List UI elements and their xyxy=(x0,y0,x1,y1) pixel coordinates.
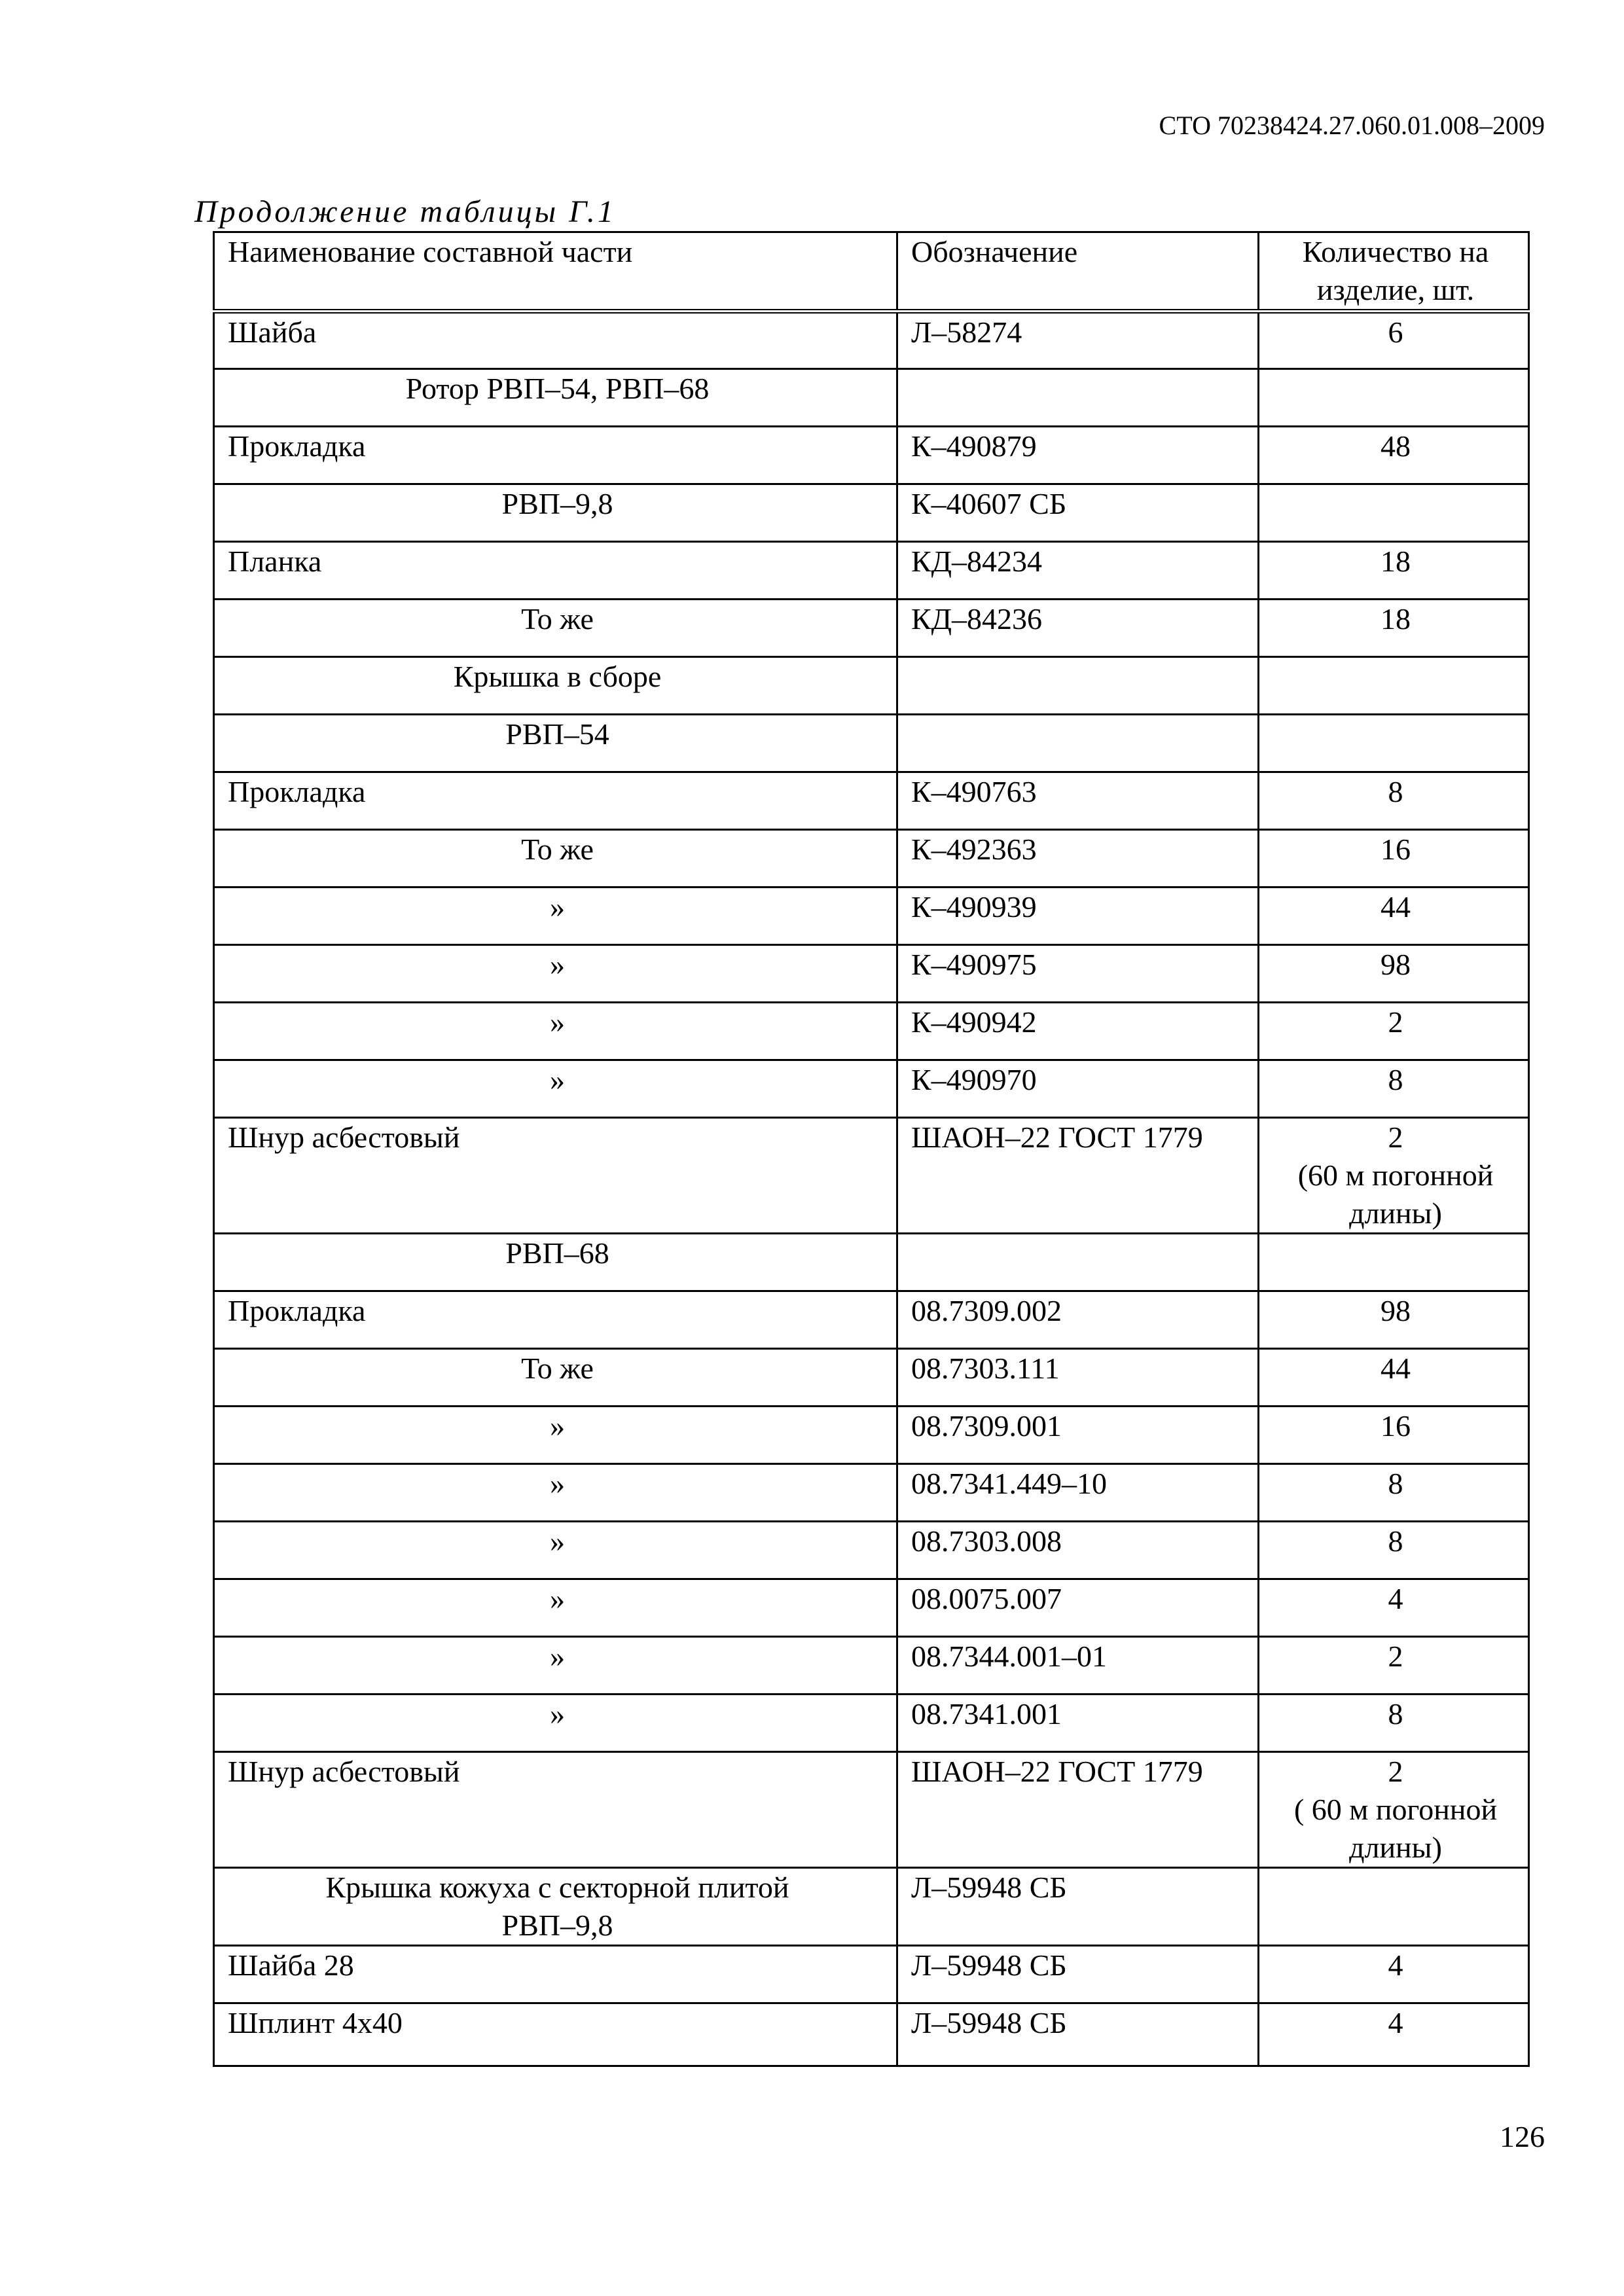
cell-code xyxy=(897,369,1259,427)
cell-name: Прокладка xyxy=(214,427,897,484)
cell-qty: 98 xyxy=(1259,1291,1529,1349)
cell-code: ШАОН–22 ГОСТ 1779 xyxy=(897,1118,1259,1234)
cell-name: То же xyxy=(214,830,897,888)
cell-qty: 2 (60 м погонной длины) xyxy=(1259,1118,1529,1234)
table-row xyxy=(214,1234,1529,1291)
cell-name: » xyxy=(214,1695,897,1752)
cell-name: » xyxy=(214,945,897,1003)
document-code: СТО 70238424.27.060.01.008–2009 xyxy=(1159,111,1545,140)
cell-qty: 8 xyxy=(1259,1464,1529,1522)
cell-code xyxy=(897,715,1259,772)
cell-name: » xyxy=(214,1579,897,1637)
table-row xyxy=(214,1579,1529,1637)
table-row xyxy=(214,369,1529,427)
cell-qty xyxy=(1259,657,1529,715)
table-row xyxy=(214,1522,1529,1579)
cell-name: » xyxy=(214,1407,897,1464)
page-number: 126 xyxy=(1500,2120,1545,2153)
cell-qty: 4 xyxy=(1259,1946,1529,2003)
table-row xyxy=(214,1407,1529,1464)
cell-name: » xyxy=(214,888,897,945)
cell-code: Л–58274 xyxy=(897,312,1259,369)
parts-table xyxy=(213,231,1530,2067)
cell-name: РВП–68 xyxy=(214,1234,897,1291)
header-name: Наименование составной части xyxy=(214,232,897,312)
cell-qty: 4 xyxy=(1259,1579,1529,1637)
table-row xyxy=(214,312,1529,369)
cell-qty: 44 xyxy=(1259,888,1529,945)
cell-code: 08.7344.001–01 xyxy=(897,1637,1259,1695)
table-header-row xyxy=(214,232,1529,312)
table-row xyxy=(214,1118,1529,1234)
cell-code: 08.7341.001 xyxy=(897,1695,1259,1752)
table-row xyxy=(214,1868,1529,1946)
header-qty: Количество на изделие, шт. xyxy=(1259,232,1529,312)
cell-qty: 2 ( 60 м погонной длины) xyxy=(1259,1752,1529,1868)
cell-qty xyxy=(1259,1868,1529,1946)
cell-name: Крышка в сборе xyxy=(214,657,897,715)
cell-name: Шнур асбестовый xyxy=(214,1118,897,1234)
cell-name: » xyxy=(214,1637,897,1695)
table-row xyxy=(214,1291,1529,1349)
cell-name: РВП–54 xyxy=(214,715,897,772)
cell-name: » xyxy=(214,1003,897,1060)
table-row xyxy=(214,600,1529,657)
cell-name: Прокладка xyxy=(214,772,897,830)
cell-code: К–490879 xyxy=(897,427,1259,484)
table-row xyxy=(214,830,1529,888)
cell-name: Прокладка xyxy=(214,1291,897,1349)
cell-code: 08.0075.007 xyxy=(897,1579,1259,1637)
cell-qty xyxy=(1259,715,1529,772)
cell-qty: 16 xyxy=(1259,830,1529,888)
table-row xyxy=(214,542,1529,600)
table-row xyxy=(214,1349,1529,1407)
cell-code: К–490975 xyxy=(897,945,1259,1003)
table-body xyxy=(214,312,1529,2066)
cell-qty: 2 xyxy=(1259,1637,1529,1695)
cell-code: Л–59948 СБ xyxy=(897,1946,1259,2003)
cell-code: Л–59948 СБ xyxy=(897,2003,1259,2066)
cell-name: Шайба 28 xyxy=(214,1946,897,2003)
table-row xyxy=(214,2003,1529,2066)
cell-qty: 4 xyxy=(1259,2003,1529,2066)
cell-name: » xyxy=(214,1522,897,1579)
cell-code xyxy=(897,657,1259,715)
cell-code: 08.7341.449–10 xyxy=(897,1464,1259,1522)
table-row xyxy=(214,1060,1529,1118)
table-row xyxy=(214,427,1529,484)
cell-qty: 48 xyxy=(1259,427,1529,484)
table-row xyxy=(214,1637,1529,1695)
cell-qty: 8 xyxy=(1259,772,1529,830)
cell-name: То же xyxy=(214,1349,897,1407)
cell-name: То же xyxy=(214,600,897,657)
table-row xyxy=(214,484,1529,542)
table-caption: Продолжение таблицы Г.1 xyxy=(194,194,616,229)
table-row xyxy=(214,657,1529,715)
cell-code: 08.7303.008 xyxy=(897,1522,1259,1579)
cell-code: К–490942 xyxy=(897,1003,1259,1060)
cell-name: Шнур асбестовый xyxy=(214,1752,897,1868)
cell-code: Л–59948 СБ xyxy=(897,1868,1259,1946)
table-row xyxy=(214,1003,1529,1060)
cell-name: Шплинт 4х40 xyxy=(214,2003,897,2066)
cell-code: 08.7303.111 xyxy=(897,1349,1259,1407)
table-row xyxy=(214,888,1529,945)
cell-qty: 18 xyxy=(1259,542,1529,600)
cell-code: К–490939 xyxy=(897,888,1259,945)
cell-qty: 18 xyxy=(1259,600,1529,657)
cell-name: Планка xyxy=(214,542,897,600)
cell-qty: 8 xyxy=(1259,1060,1529,1118)
cell-qty xyxy=(1259,484,1529,542)
cell-qty: 8 xyxy=(1259,1522,1529,1579)
cell-code xyxy=(897,1234,1259,1291)
cell-code: К–490763 xyxy=(897,772,1259,830)
cell-code: 08.7309.001 xyxy=(897,1407,1259,1464)
cell-qty: 6 xyxy=(1259,312,1529,369)
cell-code: К–490970 xyxy=(897,1060,1259,1118)
cell-qty: 44 xyxy=(1259,1349,1529,1407)
cell-name: Крышка кожуха с секторной плитой РВП–9,8 xyxy=(214,1868,897,1946)
cell-name: » xyxy=(214,1464,897,1522)
table-row xyxy=(214,1695,1529,1752)
table-row xyxy=(214,715,1529,772)
cell-qty: 16 xyxy=(1259,1407,1529,1464)
cell-code: КД–84236 xyxy=(897,600,1259,657)
header-code: Обозначение xyxy=(897,232,1259,312)
cell-qty: 8 xyxy=(1259,1695,1529,1752)
table-row xyxy=(214,1946,1529,2003)
cell-name: РВП–9,8 xyxy=(214,484,897,542)
cell-code: К–492363 xyxy=(897,830,1259,888)
cell-name: Шайба xyxy=(214,312,897,369)
cell-qty xyxy=(1259,1234,1529,1291)
table-row xyxy=(214,945,1529,1003)
cell-qty: 2 xyxy=(1259,1003,1529,1060)
table-row xyxy=(214,1752,1529,1868)
cell-code: 08.7309.002 xyxy=(897,1291,1259,1349)
table-row xyxy=(214,1464,1529,1522)
cell-qty: 98 xyxy=(1259,945,1529,1003)
cell-qty xyxy=(1259,369,1529,427)
cell-name: Ротор РВП–54, РВП–68 xyxy=(214,369,897,427)
cell-code: К–40607 СБ xyxy=(897,484,1259,542)
cell-code: ШАОН–22 ГОСТ 1779 xyxy=(897,1752,1259,1868)
table-row xyxy=(214,772,1529,830)
cell-code: КД–84234 xyxy=(897,542,1259,600)
cell-name: » xyxy=(214,1060,897,1118)
